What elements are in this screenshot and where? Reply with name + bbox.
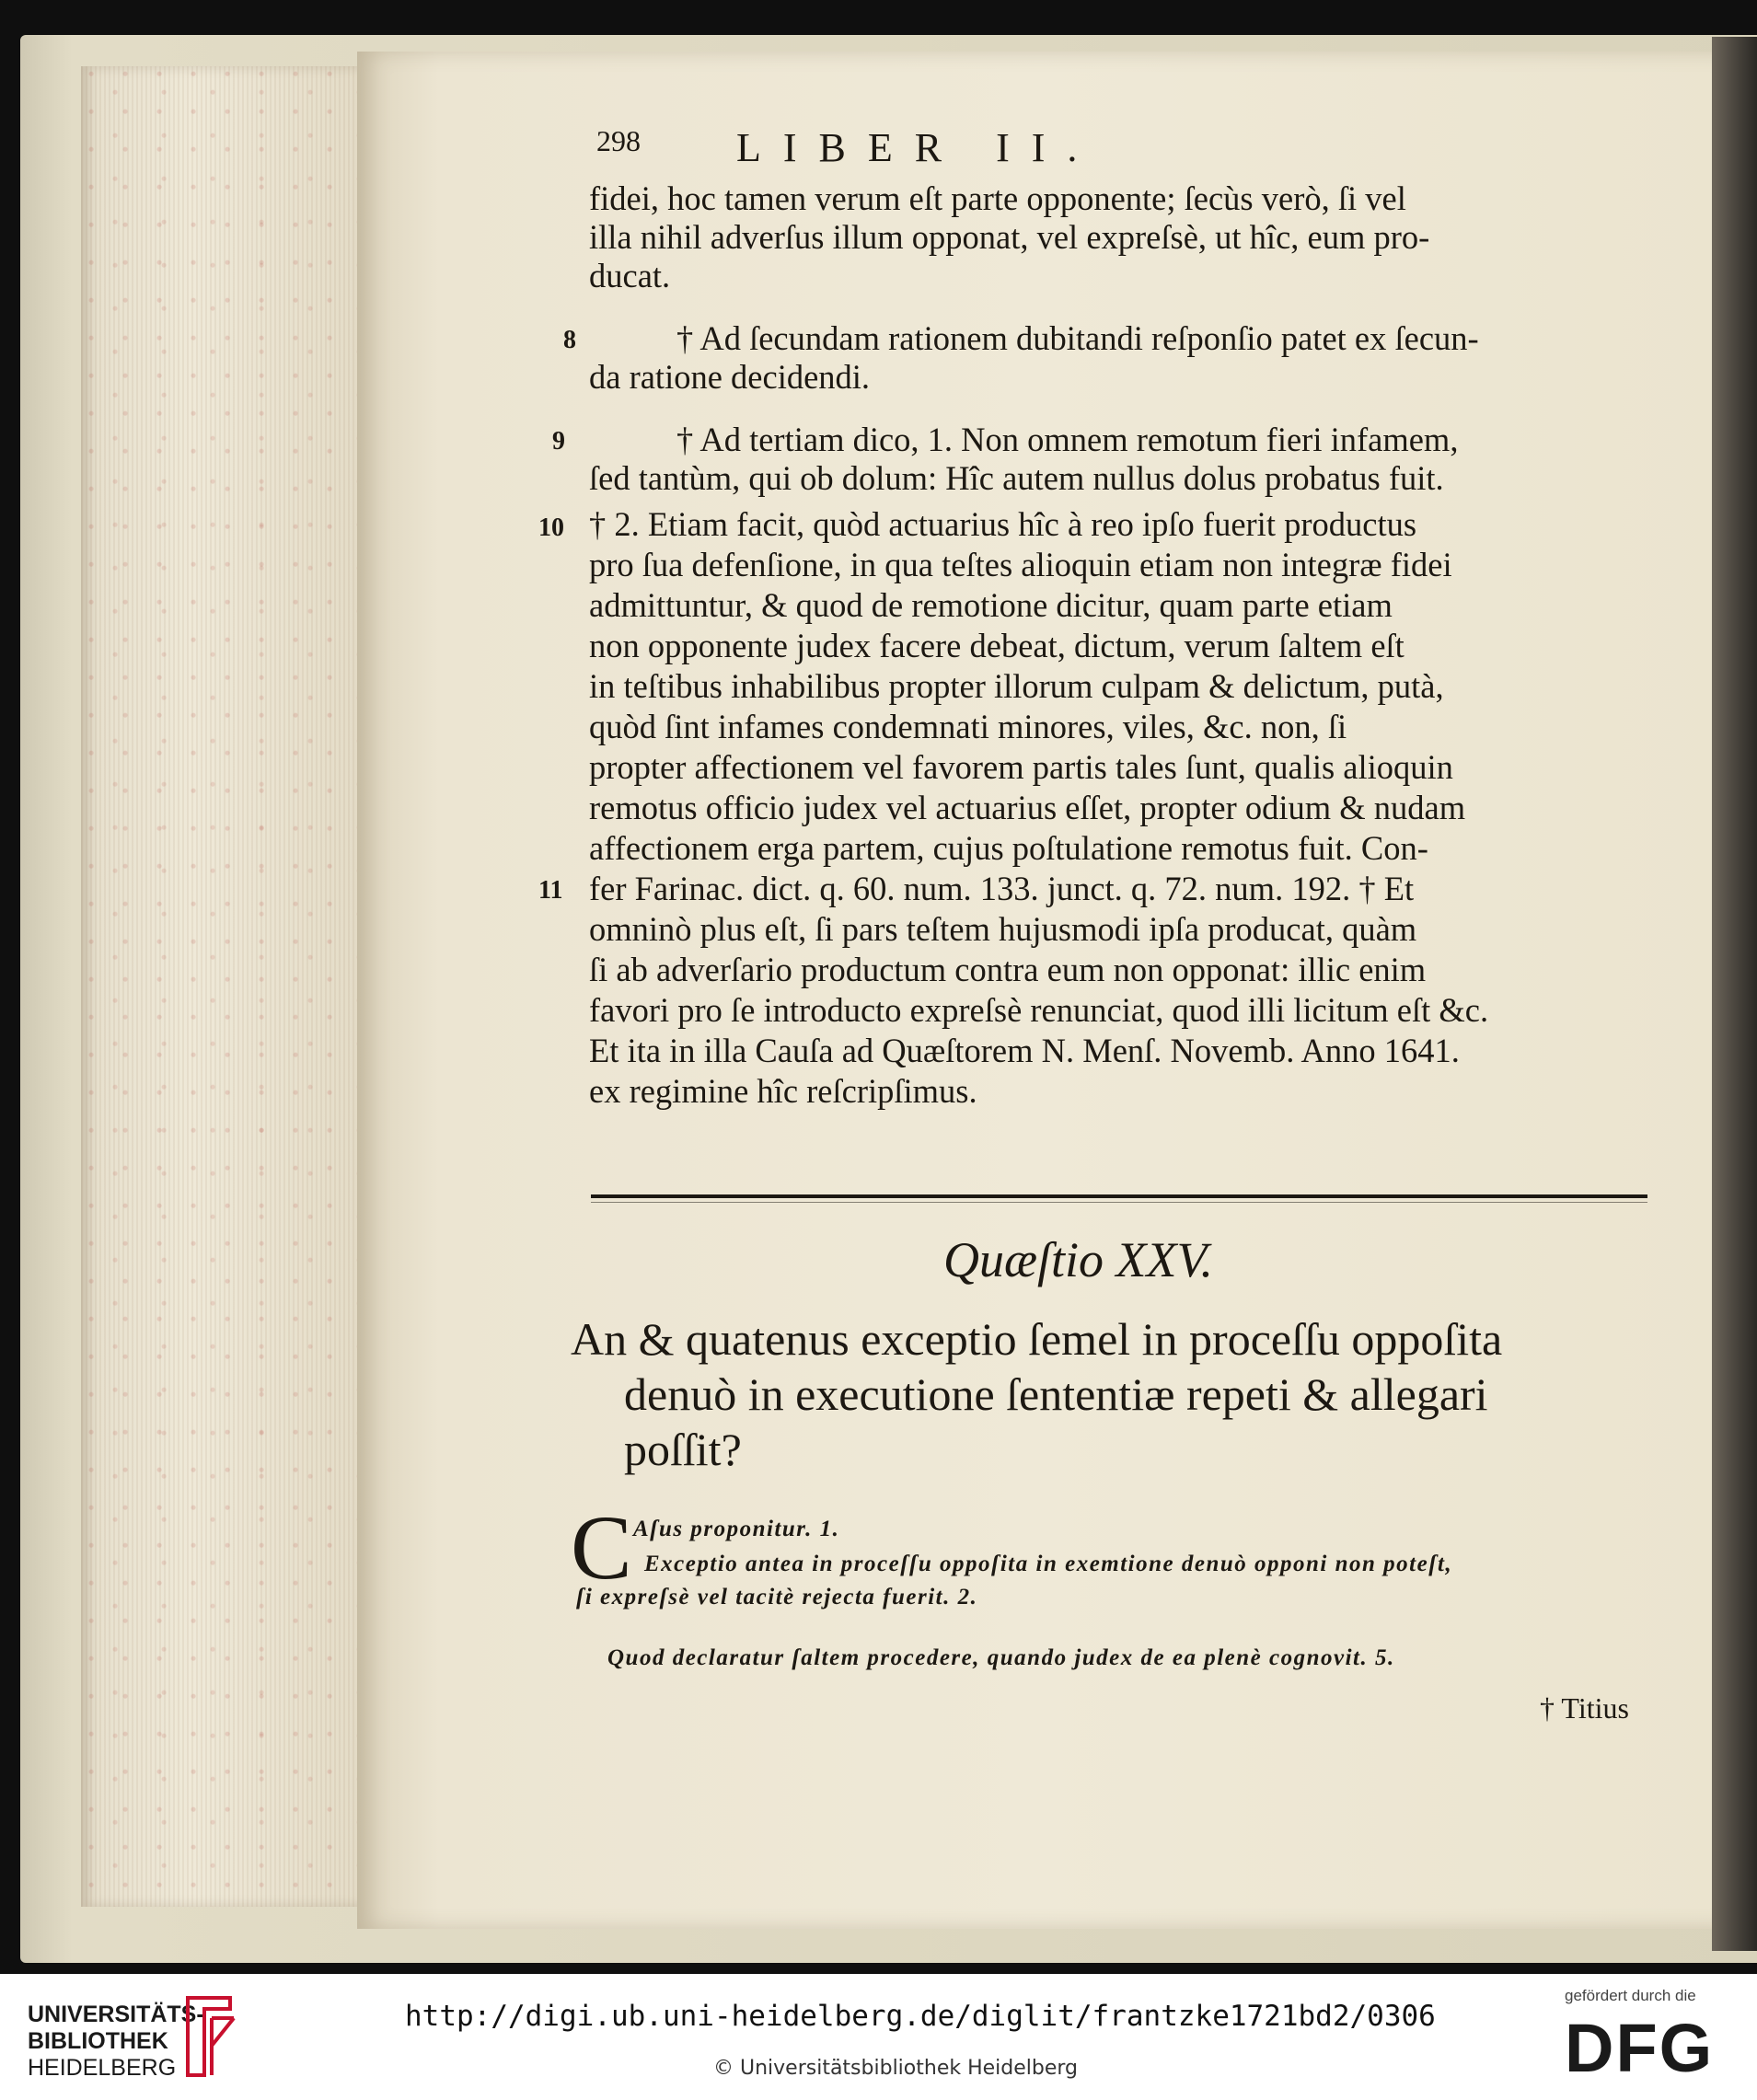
footer-bar [0,1974,1757,2100]
text-line: ſi ab adverſario productum contra eum non opponat: illic enim [589,951,1427,988]
text-line: † 2. Etiam facit, quòd actuarius hîc à reo ipſo fuerit productus [589,505,1417,543]
catchword: † Titius [1540,1691,1629,1725]
page-number: 298 [596,124,641,157]
question-title: Quæſtio XXV. [943,1232,1214,1287]
text-line: fer Farinac. dict. q. 60. num. 133. junct. q. 72. num. 192. † Et [589,870,1415,907]
text-line: Et ita in illa Cauſa ad Quæſtorem N. Menſ. Novemb. Anno 1641. [589,1032,1460,1069]
text-line: † Ad tertiam dico, 1. Non omnem remotum fieri infamem, [676,421,1459,458]
library-logo-icon[interactable] [177,1990,241,2083]
text-line: favori pro ſe introducto expreſsè renunciat, quod illi licitum eſt &c. [589,991,1489,1029]
text-line: pro ſua defenſione, in qua teſtes alioquin etiam non integræ fidei [589,546,1452,583]
text-line: omninò plus eſt, ſi pars teſtem hujusmodi ipſa producat, quàm [589,910,1417,948]
question-line: denuò in executione ſententiæ repeti & allegari [624,1368,1488,1420]
case-line: Aſus proponitur. 1. [633,1517,840,1541]
drop-capital: C [571,1496,632,1598]
text-line: in teſtibus inhabilibus propter illorum culpam & delictum, putà, [589,667,1444,705]
page-edges [81,66,360,1907]
section-rule-thin [591,1202,1647,1203]
text-line: ex regimine hîc reſcripſimus. [589,1072,977,1110]
margin-number: 9 [552,427,565,456]
text-line: ſed tantùm, qui ob dolum: Hîc autem nullus dolus probatus fuit. [589,459,1444,497]
book-spine [1712,37,1757,1951]
text-line: † Ad ſecundam rationem dubitandi reſponſio patet ex ſecun- [676,319,1479,357]
case-line: Exceptio antea in proceſſu oppoſita in exemtione denuò opponi non poteſt, [644,1552,1453,1576]
text-line: da ratione decidendi. [589,358,871,396]
case-line: ſi expreſsè vel tacitè rejecta fuerit. 2. [576,1585,978,1610]
library-name-line: HEIDELBERG [28,2054,177,2081]
case-line: Quod declaratur ſaltem procedere, quando judex de ea plenè cognovit. 5. [607,1645,1395,1670]
text-line: non opponente judex facere debeat, dictum, verum ſaltem eſt [589,627,1404,664]
text-line: remotus officio judex vel actuarius eſſet, propter odium & nudam [589,789,1466,826]
text-line: admittuntur, & quod de remotione dicitur, quam parte etiam [589,586,1393,624]
section-rule [591,1194,1647,1198]
text-line: ducat. [589,257,671,294]
margin-number: 11 [538,876,563,905]
text-line: propter affectionem vel favorem partis tales ſunt, qualis alioquin [589,748,1453,786]
margin-number: 10 [538,513,564,542]
dfg-caption: gefördert durch die [1565,1987,1696,2004]
text-line: affectionem erga partem, cujus poſtulatione remotus fuit. Con- [589,829,1428,867]
copyright-notice: © Universitätsbibliothek Heidelberg [713,2057,1079,2080]
text-line: fidei, hoc tamen verum eſt parte opponente; ſecùs verò, ſi vel [589,179,1406,217]
question-line: poſſit? [624,1424,742,1475]
question-line: An & quatenus exceptio ſemel in proceſſu oppoſita [571,1313,1503,1365]
library-name-line: UNIVERSITÄTS- [28,2002,204,2027]
permalink-url[interactable]: http://digi.ub.uni-heidelberg.de/diglit/frantzke1721bd2/0306 [405,2000,1436,2033]
library-name-line: BIBLIOTHEK [28,2027,168,2054]
margin-number: 8 [563,326,576,354]
text-line: quòd ſint infames condemnati minores, viles, &c. non, ſi [589,708,1347,745]
dfg-logo[interactable]: DFG [1565,2010,1715,2086]
running-head: LIBER II. [736,125,1100,170]
text-line: illa nihil adverſus illum opponat, vel expreſsè, ut hîc, eum pro- [589,218,1430,256]
